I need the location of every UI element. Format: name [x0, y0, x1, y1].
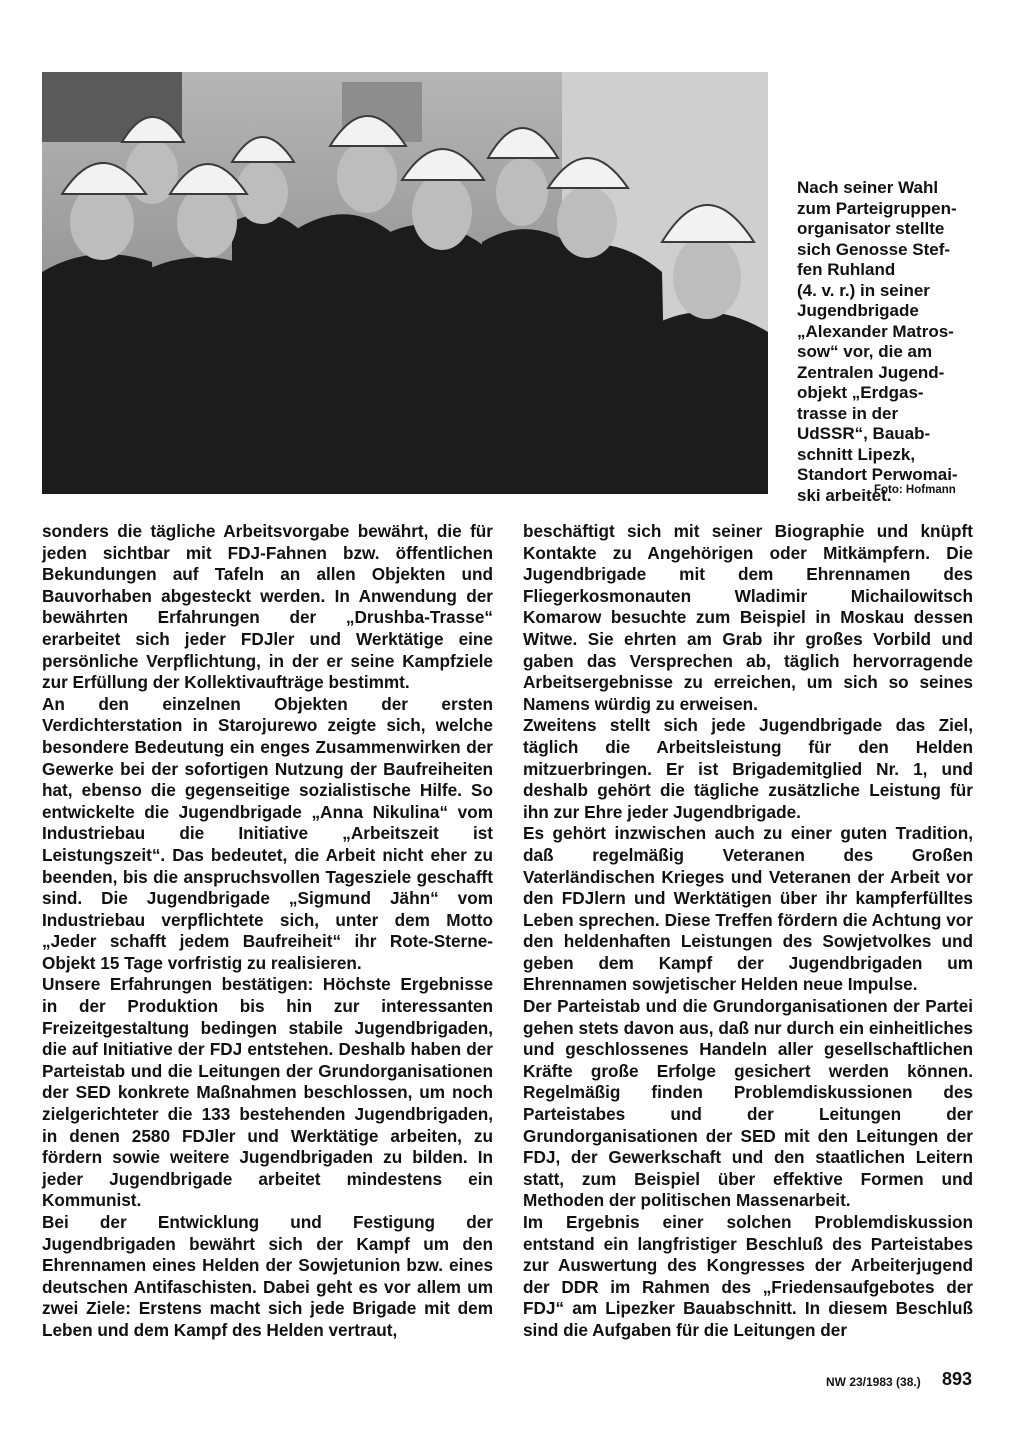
paragraph: Unsere Erfahrungen bestätigen: Höchste Ergebnisse in der Produktion bis hin zur interessanten Freizeitgestaltung bedingen stabile Jugendbrigaden, die auf Initiative der FDJ entstehen. Deshalb haben der Parteistab und die Leitungen der Grundorganisationen der SED konkrete Maßnahmen beschlossen, um noch zielgerichteter die 133 bestehenden Jugendbrigaden, in denen 2580 FDJler und Werktätige arbeiten, zu fördern sowie weitere Jugendbrigaden zu bilden. In jeder Jugendbrigade arbeitet mindestens ein Kommunist.: [42, 974, 493, 1211]
photo-illustration: [42, 72, 768, 494]
paragraph: Im Ergebnis einer solchen Problemdiskussion entstand ein langfristiger Beschluß des Parteistabes zur Auswertung des Kongresses der Arbeiterjugend der DDR im Rahmen des „Friedensaufgebotes der FDJ“ am Lipezker Bauabschnitt. In diesem Beschluß sind die Aufgaben für die Leitungen der: [523, 1212, 973, 1340]
paragraph: Der Parteistab und die Grundorganisationen der Partei gehen stets davon aus, daß nur durch ein einheitliches und geschlossenes Handeln aller gesellschaftlichen Kräfte große Erfolge gesichert werden können. Regelmäßig finden Problemdiskussionen des Parteistabes und der Leitungen der Grundorganisationen der SED mit den Leitungen der FDJ, der Gewerkschaft und den staatlichen Leitern statt, zum Beispiel über effektive Formen und Methoden der politischen Massenarbeit.: [523, 996, 973, 1211]
paragraph: An den einzelnen Objekten der ersten Verdichterstation in Starojurewo zeigte sich, welche besondere Bedeutung ein enges Zusammenwirken der Gewerke bei der sofortigen Nutzung der Baufreiheiten hat, ebenso die gegenseitige sozialistische Hilfe. So entwickelte die Jugendbrigade „Anna Nikulina“ vom Industriebau die Initiative „Arbeitszeit ist Leistungszeit“. Das bedeutet, die Arbeit nicht eher zu beenden, bis die anspruchsvollen Tagesziele geschafft sind. Die Jugendbrigade „Sigmund Jähn“ vom Industriebau verpflichtete sich, unter dem Motto „Jeder schafft jedem Baufreiheit“ ihr Rote-Sterne-Objekt 15 Tage vorfristig zu realisieren.: [42, 693, 493, 973]
paragraph: Es gehört inzwischen auch zu einer guten Tradition, daß regelmäßig Veteranen des Großen Vaterländischen Krieges und Veteranen der Arbeit vor den FDJlern und Werktätigen über ihr kampferfülltes Leben sprechen. Diese Treffen fördern die Achtung vor den heldenhaften Leistungen des Sowjetvolkes und geben dem Kampf der Jugendbrigaden um Ehrennamen sowjetischer Helden neue Impulse.: [523, 823, 973, 995]
issue-reference: NW 23/1983 (38.): [826, 1375, 921, 1389]
paragraph: Bei der Entwicklung und Festigung der Jugendbrigaden bewährt sich der Kampf um den Ehrennamen eines Helden der Sowjetunion bzw. eines deutschen Antifaschisten. Dabei geht es vor allem um zwei Ziele: Erstens macht sich jede Brigade mit dem Leben und dem Kampf des Helden vertraut,: [42, 1212, 493, 1340]
article-column-right: [523, 521, 973, 1342]
page-number: 893: [942, 1369, 973, 1389]
paragraph: Zweitens stellt sich jede Jugendbrigade das Ziel, täglich die Arbeitsleistung für den Helden mitzuerbringen. Er ist Brigademitglied Nr. 1, und deshalb gehört die tägliche zusätzliche Leistung für ihn zur Ehre jeder Jugendbrigade.: [523, 715, 973, 822]
photo-caption: Nach seiner Wahl zum Parteigruppen- organisator stellte sich Genosse Stef- fen Ruhland (4. v. r.) in seiner Jugendbrigade „Alexander Matros- sow“ vor, die am Zentralen Jugend- objekt „Erdgas- trasse in der UdSSR“, Bauab- schnitt Lipezk, Standort Perwomai- ski arbeitet.: [797, 178, 958, 505]
photo-credit: Foto: Hofmann: [874, 484, 956, 496]
paragraph: sonders die tägliche Arbeitsvorgabe bewährt, die für jeden sichtbar mit FDJ-Fahnen bzw. öffentlichen Bekundungen auf Tafeln an allen Objekten und Bauvorhaben abgesteckt werden. In Anwendung der bewährten Erfahrungen der „Drushba-Trasse“ erarbeitet sich jeder FDJler und Werktätige eine persönliche Verpflichtung, in der er seine Kampfziele zur Erfüllung der Kollektivaufträge bestimmt.: [42, 521, 493, 693]
paragraph: beschäftigt sich mit seiner Biographie und knüpft Kontakte zu Angehörigen oder Mitkämpfern. Die Jugendbrigade mit dem Ehrennamen des Fliegerkosmonauten Wladimir Michailowitsch Komarow besuchte zum Beispiel in Moskau dessen Witwe. Sie ehrten am Grab ihr großes Vorbild und gaben das Versprechen ab, täglich hervorragende Arbeitsergebnisse zu erreichen, um sich so seines Namens würdig zu erweisen.: [523, 521, 973, 714]
group-photo: [42, 72, 768, 494]
article-column-left: [42, 521, 493, 1342]
